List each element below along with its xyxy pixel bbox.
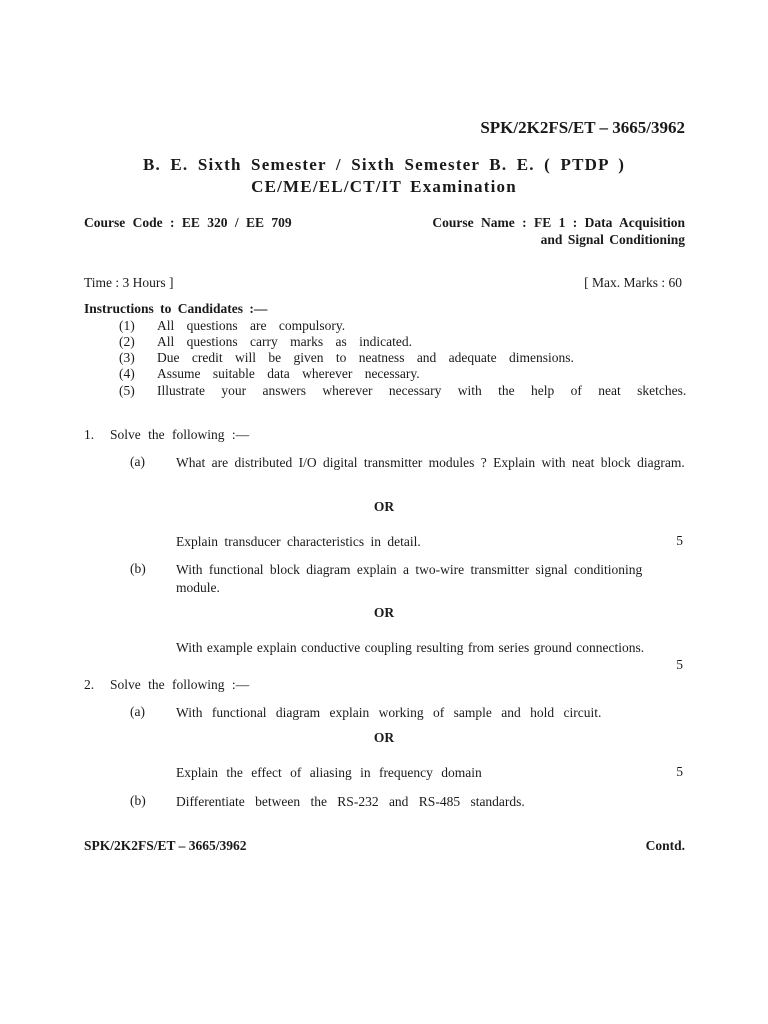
part-question-text: What are distributed I/O digital transmitter modules ? Explain with neat block diagram. [176,455,685,470]
part-question-text: Differentiate between the RS-232 and RS-485 standards. [176,794,525,809]
part-marks: 5 [676,533,683,548]
course-name-line1: Course Name : FE 1 : Data Acquisition [432,215,685,230]
time-allowed: Time : 3 Hours ] [84,275,174,290]
course-name-line2: and Signal Conditioning [540,232,685,247]
max-marks: [ Max. Marks : 60 [584,275,682,290]
footer-paper-code: SPK/2K2FS/ET – 3665/3962 [84,838,247,853]
instruction-number: (3) [119,350,135,365]
part-label: (a) [130,704,145,719]
part-label: (a) [130,454,145,469]
or-separator: OR [373,605,395,620]
instruction-number: (2) [119,334,135,349]
instruction-text: Due credit will be given to neatness and adequate dimensions. [157,350,574,365]
part-marks: 5 [676,657,683,672]
instruction-number: (5) [119,383,135,398]
part-alternative-text: Explain transducer characteristics in detail. [176,534,421,549]
question-number: 1. [84,427,95,442]
instruction-text: All questions carry marks as indicated. [157,334,412,349]
question-text: Solve the following :— [110,677,250,692]
or-separator: OR [373,730,395,745]
instructions-heading: Instructions to Candidates :— [84,301,268,316]
instruction-number: (4) [119,366,135,381]
instruction-text: Assume suitable data wherever necessary. [157,366,420,381]
instruction-text: All questions are compulsory. [157,318,346,333]
part-label: (b) [130,793,146,808]
instruction-text: Illustrate your answers wherever necessary with the help of neat sketches. [157,383,687,398]
exam-title-line2: CE/ME/EL/CT/IT Examination [251,177,517,196]
part-alternative-text: With example explain conductive coupling resulting from series ground connections. [176,640,645,655]
part-alternative-text: Explain the effect of aliasing in frequency domain [176,765,482,780]
part-question-text: With functional block diagram explain a two-wire transmitter signal conditioning module. [176,562,643,595]
part-marks: 5 [676,764,683,779]
question-number: 2. [84,677,95,692]
question-text: Solve the following :— [110,427,250,442]
paper-code-header: SPK/2K2FS/ET – 3665/3962 [480,118,685,137]
course-code: Course Code : EE 320 / EE 709 [84,215,292,230]
part-question-text: With functional diagram explain working of sample and hold circuit. [176,705,602,720]
part-label: (b) [130,561,146,576]
or-separator: OR [373,499,395,514]
exam-title-line1: B. E. Sixth Semester / Sixth Semester B. E. ( PTDP ) [142,155,626,174]
footer-continued: Contd. [645,838,685,853]
instruction-number: (1) [119,318,135,333]
